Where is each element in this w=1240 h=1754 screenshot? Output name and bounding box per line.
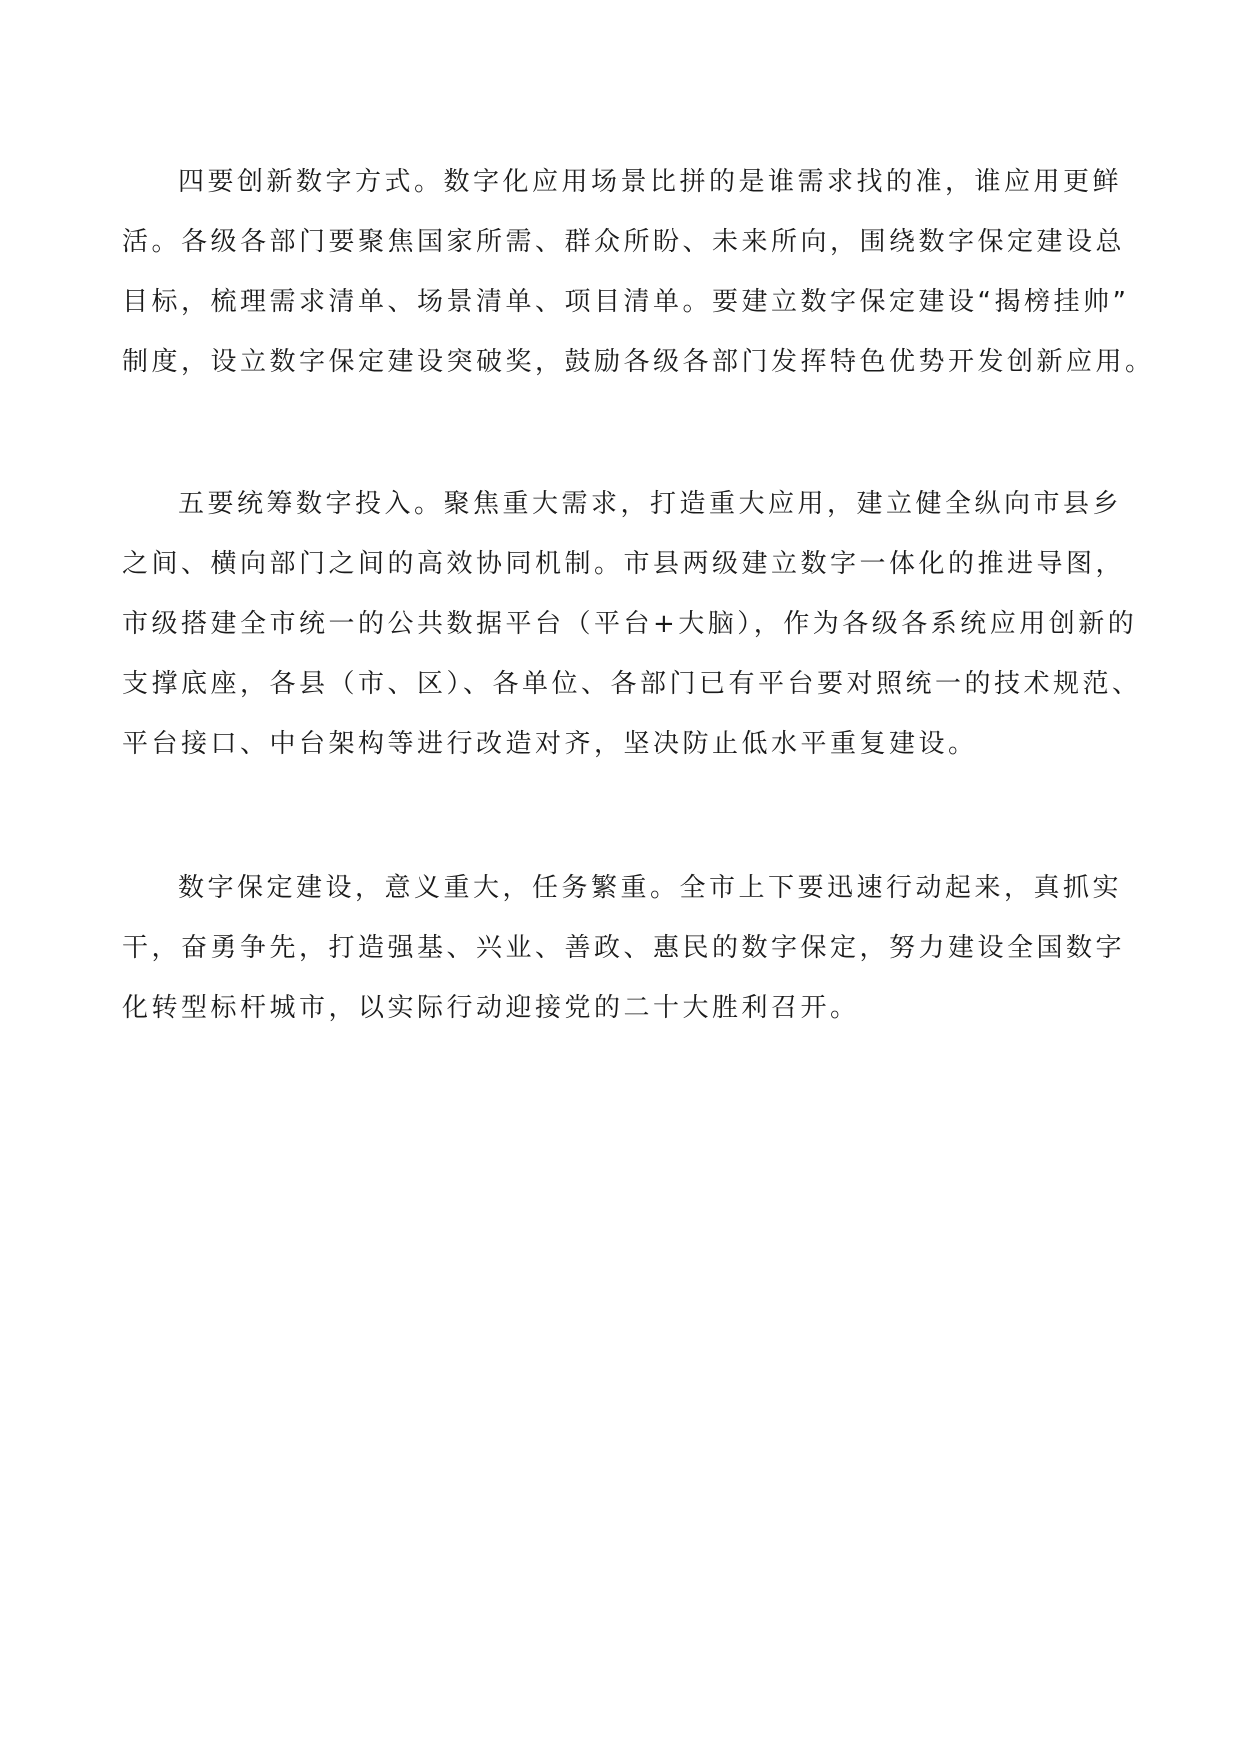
paragraph-line: 平台接口、中台架构等进行改造对齐，坚决防止低水平重复建设。 [122, 729, 978, 759]
paragraph-line: 五要统筹数字投入。聚焦重大需求，打造重大应用，建立健全纵向市县乡 [178, 489, 1123, 519]
paragraph-line: 化转型标杆城市，以实际行动迎接党的二十大胜利召开。 [122, 993, 860, 1023]
paragraph-line: 数字保定建设，意义重大，任务繁重。全市上下要迅速行动起来，真抓实 [178, 873, 1123, 903]
paragraph-line: 四要创新数字方式。数字化应用场景比拼的是谁需求找的准，谁应用更鲜 [178, 167, 1123, 197]
paragraph-line: 之间、横向部门之间的高效协同机制。市县两级建立数字一体化的推进导图， [122, 549, 1126, 579]
paragraph-line: 制度，设立数字保定建设突破奖，鼓励各级各部门发挥特色优势开发创新应用。 [122, 347, 1155, 377]
paragraph-line: 目标，梳理需求清单、场景清单、项目清单。要建立数字保定建设“揭榜挂帅” [122, 287, 1130, 317]
paragraph-line: 活。各级各部门要聚焦国家所需、群众所盼、未来所向，围绕数字保定建设总 [122, 227, 1126, 257]
paragraph-conclusion [122, 858, 1125, 1038]
paragraph-line: 干，奋勇争先，打造强基、兴业、善政、惠民的数字保定，努力建设全国数字 [122, 933, 1126, 963]
paragraph-line: 市级搭建全市统一的公共数据平台（平台+大脑），作为各级各系统应用创新的 [122, 609, 1138, 639]
paragraph-line: 支撑底座，各县（市、区）、各单位、各部门已有平台要对照统一的技术规范、 [122, 669, 1142, 699]
paragraph-innovate-digital-methods [122, 152, 1155, 392]
paragraph-coordinate-digital-investment [122, 474, 1142, 774]
